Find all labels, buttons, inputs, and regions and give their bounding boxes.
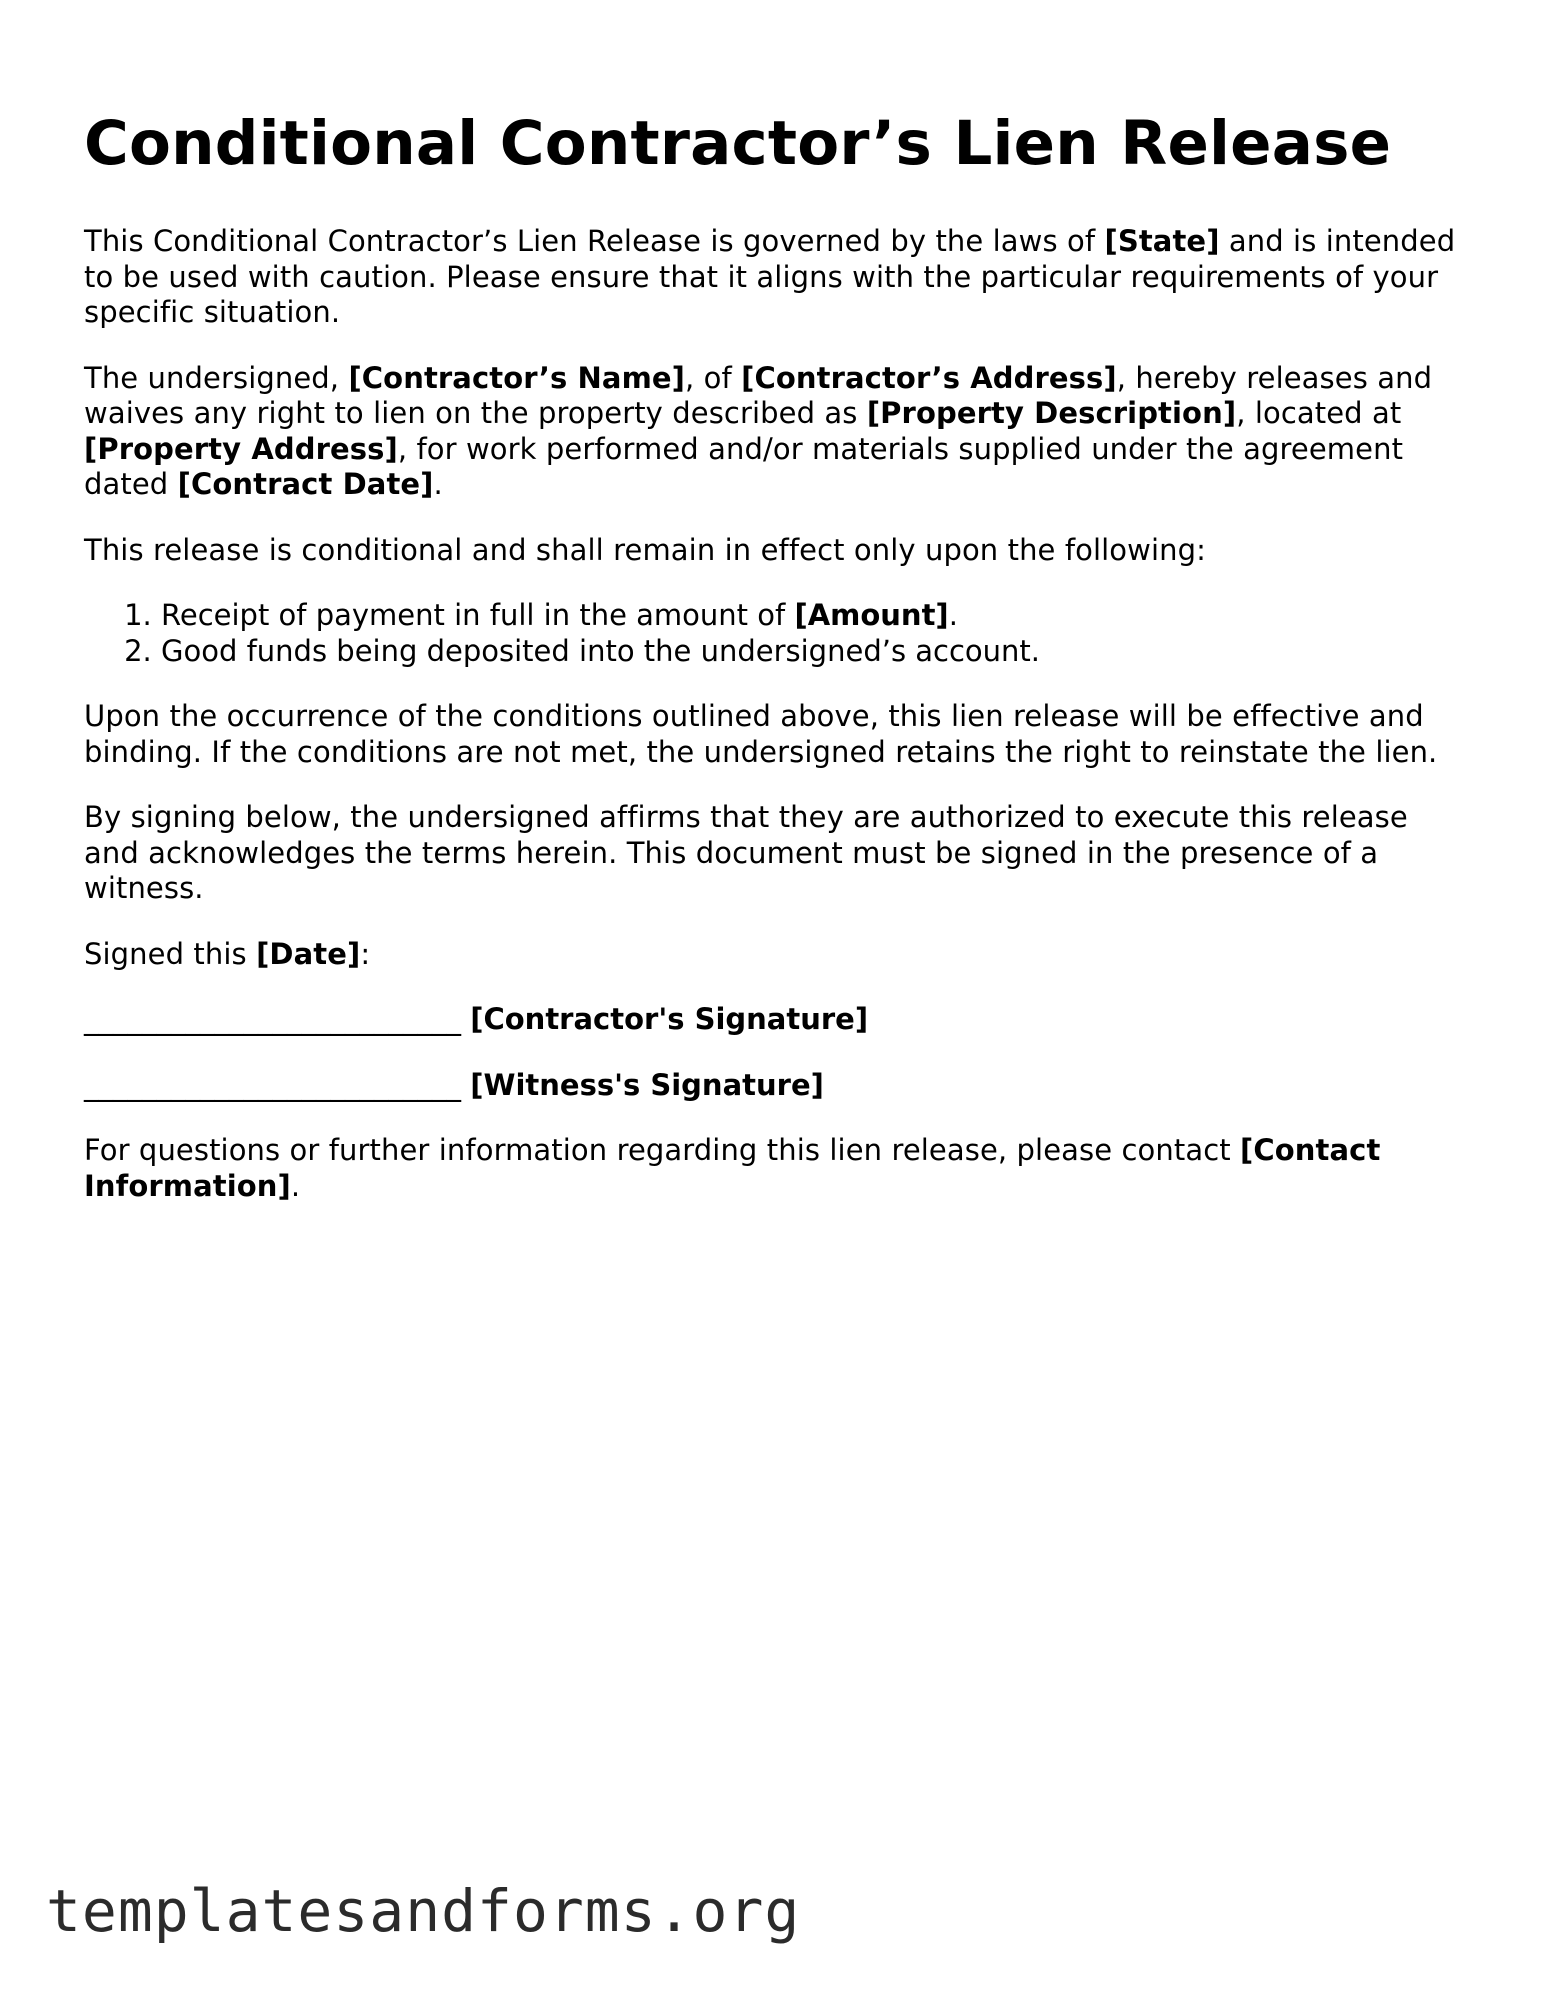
property-address-placeholder: [Property Address] (84, 431, 398, 466)
release-paragraph (84, 361, 1464, 503)
release-text-3: , hereby releases and waives any right to lien on the property described as (84, 360, 1433, 430)
signature-blank: __________________________ (84, 1067, 461, 1102)
condition-1-end: . (948, 598, 958, 632)
document-page (84, 106, 1464, 1234)
intro-text-2: and is intended to be used with caution. Please ensure that it aligns with the particular requirements of your specific situation. (84, 224, 1456, 329)
condition-item (161, 634, 1464, 670)
contact-info-placeholder: [Contact Information] (84, 1133, 1381, 1203)
property-description-placeholder: [Property Description] (866, 396, 1237, 430)
signed-date-line (84, 937, 1464, 973)
contract-date-placeholder: [Contract Date] (177, 467, 434, 501)
release-text-1: The undersigned, (84, 360, 349, 395)
conditions-intro: This release is conditional and shall remain in effect only upon the following: (84, 532, 1206, 567)
watermark: templatesandforms.org (46, 1877, 801, 1945)
release-text-2: , of (685, 360, 742, 395)
condition-1-text: Receipt of payment in full in the amount of (161, 598, 795, 632)
signed-text-2: : (360, 936, 371, 971)
contact-text-2: . (290, 1168, 301, 1203)
intro-paragraph (84, 224, 1464, 331)
document-title: Conditional Contractor’s Lien Release (84, 108, 1392, 179)
conditions-list (84, 598, 1464, 669)
release-text-4: , located at (1236, 396, 1402, 430)
contractor-signature-label: [Contractor's Signature] (470, 1002, 869, 1036)
contact-paragraph (84, 1133, 1464, 1204)
release-text-6: . (433, 467, 443, 501)
contractor-name-placeholder: [Contractor’s Name] (348, 360, 686, 395)
condition-item (161, 598, 1464, 634)
affirm-paragraph: By signing below, the undersigned affirms that they are authorized to execute this release and acknowledges the terms herein. This document must be signed in the presence of a witness. (84, 800, 1408, 905)
occurrence-paragraph: Upon the occurrence of the conditions outlined above, this lien release will be effective and binding. If the conditions are not met, the undersigned retains the right to reinstate the lien. (84, 699, 1438, 769)
witness-signature-label: [Witness's Signature] (470, 1067, 824, 1102)
release-text-5: , for work performed and/or materials supplied under the agreement dated (84, 431, 1404, 501)
signed-text-1: Signed this (84, 936, 257, 971)
contractor-signature-line (84, 1002, 1464, 1038)
amount-placeholder: [Amount] (794, 598, 949, 632)
contractor-address-placeholder: [Contractor’s Address] (741, 360, 1117, 395)
contact-text-1: For questions or further information regarding this lien release, please contact (84, 1133, 1241, 1167)
condition-2-text: Good funds being deposited into the undersigned’s account. (161, 633, 1041, 668)
intro-text-1: This Conditional Contractor’s Lien Release is governed by the laws of (84, 224, 1105, 258)
state-placeholder: [State] (1104, 224, 1220, 258)
witness-signature-line (84, 1068, 1464, 1104)
signature-blank: __________________________ (84, 1002, 461, 1036)
date-placeholder: [Date] (256, 936, 361, 971)
